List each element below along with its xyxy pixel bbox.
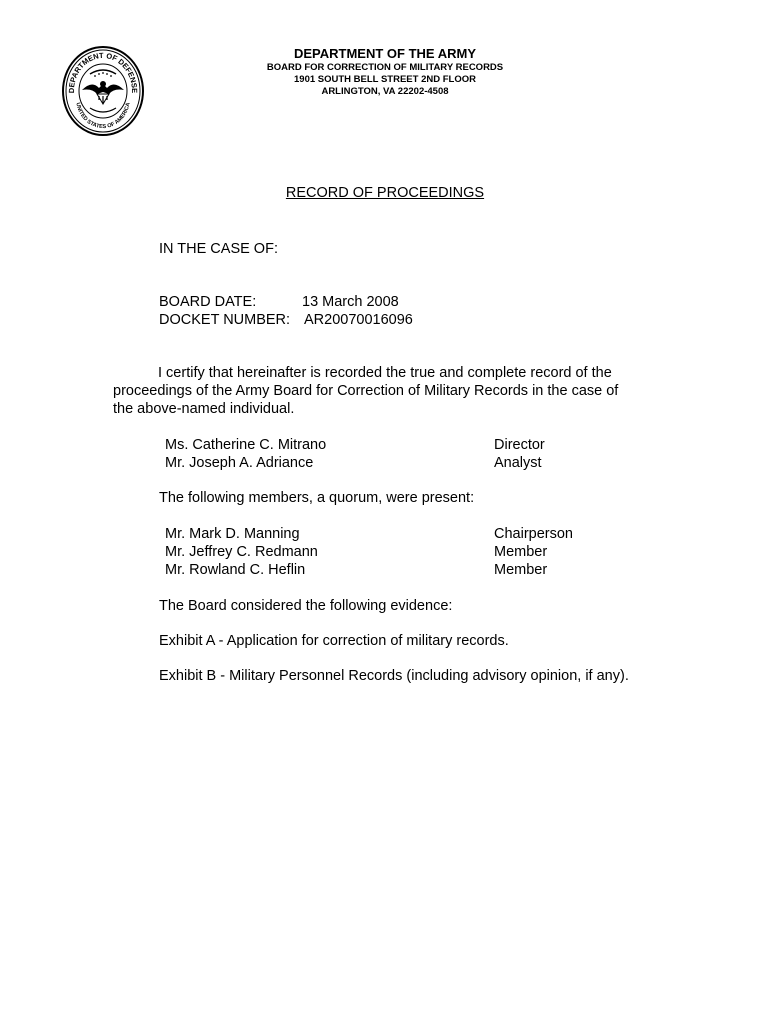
- staff-role: Analyst: [494, 455, 542, 471]
- member-role: Member: [494, 544, 548, 560]
- board-date-label: BOARD DATE:: [159, 294, 257, 310]
- department-of-defense-seal: [62, 46, 144, 136]
- evidence-intro: The Board considered the following evidence:: [159, 598, 453, 614]
- certification-line: I certify that hereinafter is recorded the true and complete record of the: [158, 365, 612, 381]
- street-address: 1901 SOUTH BELL STREET 2ND FLOOR: [294, 74, 476, 85]
- exhibit-b: Exhibit B - Military Personnel Records (including advisory opinion, if any).: [159, 668, 629, 684]
- board-name: BOARD FOR CORRECTION OF MILITARY RECORDS: [266, 62, 504, 73]
- staff-role: Director: [494, 437, 545, 453]
- docket-number-value: AR20070016096: [304, 312, 413, 328]
- city-address: ARLINGTON, VA 22202-4508: [321, 86, 449, 97]
- staff-name: Mr. Joseph A. Adriance: [165, 455, 314, 471]
- case-label: IN THE CASE OF:: [159, 241, 278, 257]
- certification-line: the above-named individual.: [113, 401, 295, 417]
- svg-text:DEPARTMENT OF DEFENSE: DEPARTMENT OF DEFENSE: [66, 50, 140, 94]
- docket-number-label: DOCKET NUMBER:: [159, 312, 291, 328]
- department-name: DEPARTMENT OF THE ARMY: [294, 46, 476, 61]
- svg-text:UNITED STATES OF AMERICA: UNITED STATES OF AMERICA: [74, 102, 132, 131]
- staff-name: Ms. Catherine C. Mitrano: [165, 437, 327, 453]
- document-title: RECORD OF PROCEEDINGS: [285, 185, 485, 201]
- letterhead: [200, 46, 570, 98]
- member-name: Mr. Rowland C. Heflin: [165, 562, 306, 578]
- member-name: Mr. Jeffrey C. Redmann: [165, 544, 318, 560]
- certification-paragraph: [113, 364, 673, 418]
- exhibit-a: Exhibit A - Application for correction of military records.: [159, 633, 509, 649]
- member-role: Member: [494, 562, 548, 578]
- member-name: Mr. Mark D. Manning: [165, 526, 300, 542]
- member-role: Chairperson: [494, 526, 573, 542]
- quorum-statement: The following members, a quorum, were present:: [159, 490, 475, 506]
- board-date-value: 13 March 2008: [302, 294, 399, 310]
- certification-line: proceedings of the Army Board for Correction of Military Records in the case of: [113, 383, 619, 399]
